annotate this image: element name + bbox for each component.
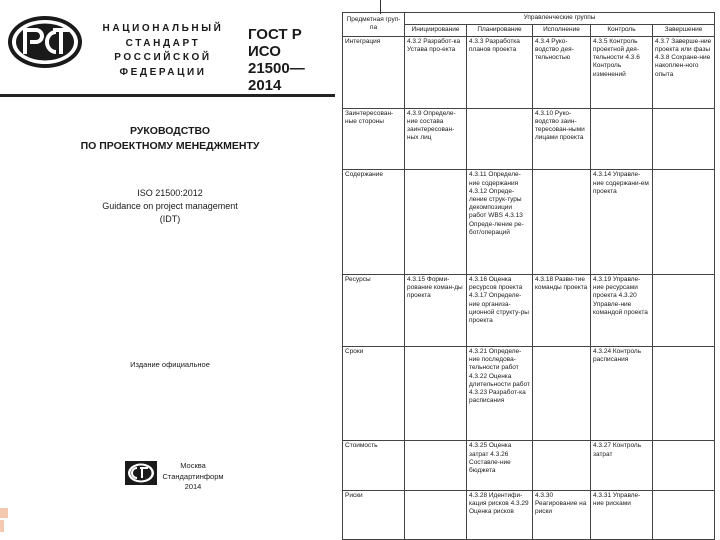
table-cell bbox=[653, 170, 715, 275]
publisher-info: Москва Стандартинформ 2014 bbox=[162, 461, 224, 491]
table-header-cell: Инициирование bbox=[405, 24, 467, 36]
table-cell bbox=[405, 441, 467, 490]
standard-number: ГОСТ Р ИСО 21500— 2014 bbox=[248, 26, 305, 94]
table-cell bbox=[533, 170, 591, 275]
table-cell bbox=[467, 108, 533, 170]
table-row bbox=[343, 441, 715, 490]
table-cell bbox=[533, 346, 591, 440]
table-cell: 4.3.15 Форми-рование коман-ды проекта bbox=[405, 275, 467, 347]
table-header-cell: Планирование bbox=[467, 24, 533, 36]
process-table bbox=[342, 12, 715, 540]
iso-reference: ISO 21500:2012 Guidance on project management (IDT) bbox=[102, 188, 238, 224]
table-row bbox=[343, 170, 715, 275]
table-cell bbox=[653, 490, 715, 539]
page-marker bbox=[380, 0, 381, 14]
standartinform-logo-icon bbox=[124, 460, 158, 486]
slide-decoration bbox=[0, 520, 4, 532]
table-cell: 4.3.5 Контроль проектной дея-тельности 4.3.6 Контроль изменений bbox=[591, 36, 653, 108]
table-cell: 4.3.28 Идентифи-кация рисков 4.3.29 Оценка рисков bbox=[467, 490, 533, 539]
table-row bbox=[343, 490, 715, 539]
table-cell: 4.3.18 Разви-тие команды проекта bbox=[533, 275, 591, 347]
table-cell: 4.3.14 Управле-ние содержани-ем проекта bbox=[591, 170, 653, 275]
table-cell bbox=[591, 108, 653, 170]
table-row bbox=[343, 275, 715, 347]
table-cell: 4.3.16 Оценка ресурсов проекта 4.3.17 Определе-ние организа-ционной структу-ры проекта bbox=[467, 275, 533, 347]
table-cell-area: Ресурсы bbox=[343, 275, 405, 347]
table-cell: 4.3.27 Контроль затрат bbox=[591, 441, 653, 490]
table-cell bbox=[533, 441, 591, 490]
table-cell: 4.3.31 Управле-ние рисками bbox=[591, 490, 653, 539]
rst-logo-icon bbox=[6, 14, 84, 70]
table-cell bbox=[653, 346, 715, 440]
table-cell: 4.3.9 Определе-ние состава заинтересован-ных лиц bbox=[405, 108, 467, 170]
table-cell: 4.3.30 Реагирование на риски bbox=[533, 490, 591, 539]
slide-decoration bbox=[0, 508, 8, 518]
table-cell: 4.3.19 Управле-ние ресурсами проекта 4.3.20 Управле-ние командой проекта bbox=[591, 275, 653, 347]
table-header-cell: Контроль bbox=[591, 24, 653, 36]
document-left-page bbox=[0, 0, 335, 540]
table-cell-area: Содержание bbox=[343, 170, 405, 275]
table-header-groups: Управленческие группы bbox=[405, 13, 715, 25]
table-cell: 4.3.25 Оценка затрат 4.3.26 Составле-ние бюджета bbox=[467, 441, 533, 490]
table-cell bbox=[405, 490, 467, 539]
header-divider bbox=[0, 94, 335, 97]
table-cell-area: Заинтересован-ные стороны bbox=[343, 108, 405, 170]
table-cell: 4.3.3 Разработка планов проекта bbox=[467, 36, 533, 108]
table-row bbox=[343, 346, 715, 440]
table-row bbox=[343, 36, 715, 108]
table-cell bbox=[405, 170, 467, 275]
table-header-cell: Исполнение bbox=[533, 24, 591, 36]
table-header-cell: Завершение bbox=[653, 24, 715, 36]
table-cell: 4.3.21 Определе-ние последова-тельности работ 4.3.22 Оценка длительности работ 4.3.23 Разработ-ка расписания bbox=[467, 346, 533, 440]
table-cell: 4.3.2 Разработ-ка Устава про-екта bbox=[405, 36, 467, 108]
table-cell: 4.3.24 Контроль расписания bbox=[591, 346, 653, 440]
table-cell: 4.3.4 Руко-водство дея-тельностью bbox=[533, 36, 591, 108]
table-cell-area: Риски bbox=[343, 490, 405, 539]
edition-label: Издание официальное bbox=[130, 360, 210, 369]
table-row bbox=[343, 108, 715, 170]
table-cell: 4.3.10 Руко-водство заин-тересован-ными лицами проекта bbox=[533, 108, 591, 170]
table-cell: 4.3.7 Заверше-ние проекта или фазы 4.3.8 Сохране-ние накоплен-ного опыта bbox=[653, 36, 715, 108]
table-cell-area: Стоимость bbox=[343, 441, 405, 490]
table-cell bbox=[405, 346, 467, 440]
document-title: РУКОВОДСТВО ПО ПРОЕКТНОМУ МЕНЕДЖМЕНТУ bbox=[80, 125, 260, 152]
table-cell bbox=[653, 275, 715, 347]
table-cell: 4.3.11 Определе-ние содержания 4.3.12 Опреде-ление струк-туры декомпозиции работ WBS 4.3.13 Опреде-ление ре-бот/операций bbox=[467, 170, 533, 275]
table-cell-area: Интеграция bbox=[343, 36, 405, 108]
document-right-page bbox=[338, 0, 720, 540]
table-cell-area: Сроки bbox=[343, 346, 405, 440]
table-cell bbox=[653, 108, 715, 170]
table-header-area: Предметная груп-па bbox=[343, 13, 405, 37]
table-cell bbox=[653, 441, 715, 490]
national-standard-label: НАЦИОНАЛЬНЫЙ СТАНДАРТ РОССИЙСКОЙ ФЕДЕРАЦИИ bbox=[102, 23, 224, 78]
